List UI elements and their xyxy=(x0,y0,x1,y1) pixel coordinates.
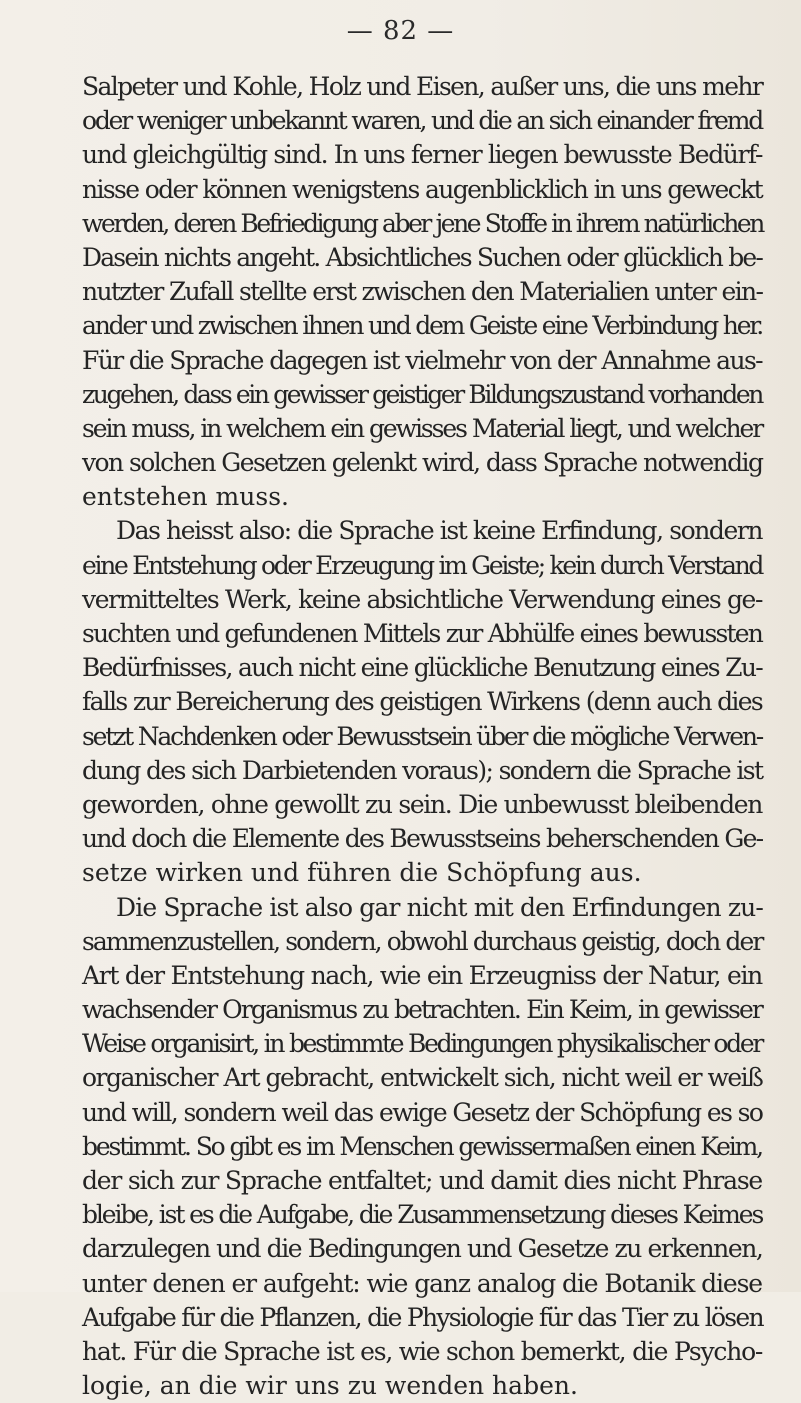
text-line: Für die Sprache dagegen ist vielmehr von der Annahme aus- xyxy=(82,344,762,378)
text-line: bestimmt. So gibt es im Menschen gewissermaßen einen Keim, xyxy=(82,1130,762,1164)
text-line: der sich zur Sprache entfaltet; und damit dies nicht Phrase xyxy=(82,1164,762,1198)
text-line: Bedürfnisses, auch nicht eine glückliche Benutzung eines Zu- xyxy=(82,651,762,685)
text-line: hat. Für die Sprache ist es, wie schon bemerkt, die Psycho- xyxy=(82,1335,762,1369)
text-line: zugehen, dass ein gewisser geistiger Bildungszustand vorhanden xyxy=(82,378,762,412)
text-line: Die Sprache ist also gar nicht mit den Erfindungen zu- xyxy=(82,891,762,925)
text-line: Dasein nichts angeht. Absichtliches Suchen oder glücklich be- xyxy=(82,241,762,275)
text-line: Salpeter und Kohle, Holz und Eisen, außer uns, die uns mehr xyxy=(82,70,762,104)
text-line: sein muss, in welchem ein gewisses Material liegt, und welcher xyxy=(82,412,762,446)
text-line: oder weniger unbekannt waren, und die an sich einander fremd xyxy=(82,104,762,138)
text-line: darzulegen und die Bedingungen und Gesetze zu erkennen, xyxy=(82,1232,762,1266)
text-line: unter denen er aufgeht: wie ganz analog die Botanik diese xyxy=(82,1267,762,1301)
text-line: geworden, ohne gewollt zu sein. Die unbewusst bleibenden xyxy=(82,788,762,822)
text-line: logie, an die wir uns zu wenden haben. xyxy=(82,1369,762,1403)
text-line: Aufgabe für die Pflanzen, die Physiologie für das Tier zu lösen xyxy=(82,1301,762,1335)
text-line: dung des sich Darbietenden voraus); sondern die Sprache ist xyxy=(82,754,762,788)
text-line: nisse oder können wenigstens augenblicklich in uns geweckt xyxy=(82,173,762,207)
text-line: und will, sondern weil das ewige Gesetz der Schöpfung es so xyxy=(82,1096,762,1130)
paragraph xyxy=(82,70,762,514)
text-line: suchten und gefundenen Mittels zur Abhülfe eines bewussten xyxy=(82,617,762,651)
text-line: nutzter Zufall stellte erst zwischen den Materialien unter ein- xyxy=(82,275,762,309)
body-text xyxy=(82,70,762,1403)
page-number: — 82 — xyxy=(0,16,801,46)
text-line: Art der Entstehung nach, wie ein Erzeugniss der Natur, ein xyxy=(82,959,762,993)
text-line: Weise organisirt, in bestimmte Bedingungen physikalischer oder xyxy=(82,1027,762,1061)
text-line: werden, deren Befriedigung aber jene Stoffe in ihrem natürlichen xyxy=(82,207,762,241)
text-line: organischer Art gebracht, entwickelt sich, nicht weil er weiß xyxy=(82,1061,762,1095)
text-line: entstehen muss. xyxy=(82,480,762,514)
text-line: ander und zwischen ihnen und dem Geiste eine Verbindung her. xyxy=(82,309,762,343)
text-line: von solchen Gesetzen gelenkt wird, dass Sprache notwendig xyxy=(82,446,762,480)
text-line: sammenzustellen, sondern, obwohl durchaus geistig, doch der xyxy=(82,925,762,959)
text-line: setzt Nachdenken oder Bewusstsein über die mögliche Verwen- xyxy=(82,720,762,754)
text-line: falls zur Bereicherung des geistigen Wirkens (denn auch dies xyxy=(82,685,762,719)
paragraph xyxy=(82,514,762,890)
text-line: setze wirken und führen die Schöpfung aus. xyxy=(82,856,762,890)
text-line: vermitteltes Werk, keine absichtliche Verwendung eines ge- xyxy=(82,583,762,617)
text-line: bleibe, ist es die Aufgabe, die Zusammensetzung dieses Keimes xyxy=(82,1198,762,1232)
paragraph xyxy=(82,891,762,1403)
text-line: eine Entstehung oder Erzeugung im Geiste; kein durch Verstand xyxy=(82,549,762,583)
text-line: wachsender Organismus zu betrachten. Ein Keim, in gewisser xyxy=(82,993,762,1027)
text-line: Das heisst also: die Sprache ist keine Erfindung, sondern xyxy=(82,514,762,548)
text-line: und gleichgültig sind. In uns ferner liegen bewusste Bedürf- xyxy=(82,138,762,172)
text-line: und doch die Elemente des Bewusstseins beherschenden Ge- xyxy=(82,822,762,856)
